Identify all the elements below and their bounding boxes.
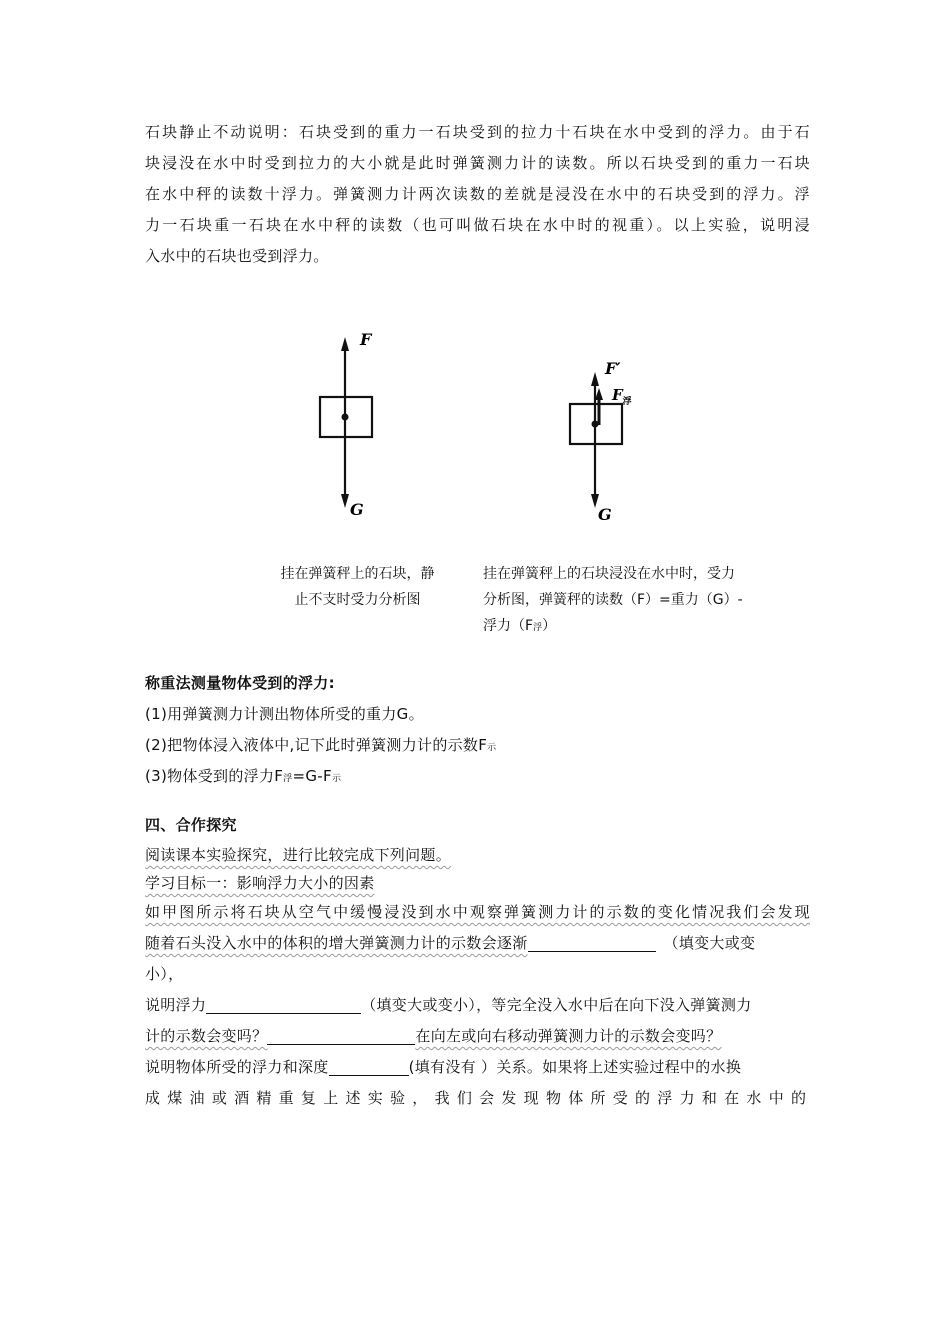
force-label-f-prime: F′ [605, 359, 621, 378]
answer-blank[interactable] [267, 1024, 415, 1045]
force-label-buoyancy: $F_浮$ [612, 386, 632, 407]
method-step: (3)物体受到的浮力F浮=G-F示 [145, 767, 342, 785]
caption-line: 挂在弹簧秤上的石块，静 [280, 566, 435, 582]
question-line: 成煤油或酒精重复上述实验，我们会发现物体所受的浮力和在水中的 [145, 1089, 810, 1107]
force-label-g: G [598, 505, 612, 524]
read-text: 阅读课本实验探究，进行比较完成下列问题。 [145, 846, 452, 864]
caption-line: 止不支时受力分析图 [294, 592, 421, 608]
caption-line: 挂在弹簧秤上的石块浸没在水中时，受力 [483, 566, 735, 582]
force-diagram-static [300, 325, 410, 525]
caption-right [483, 561, 803, 641]
answer-blank[interactable] [329, 1055, 409, 1076]
question-line: 小）， [145, 965, 184, 983]
intro-line: 石块静止不动说明：石块受到的重力一石块受到的拉力十石块在水中受到的浮力。由于石 [145, 123, 810, 141]
intro-line: 块浸没在水中时受到拉力的大小就是此时弹簧测力计的读数。所以石块受到的重力一石块 [145, 154, 810, 172]
question-line: 说明浮力 （填变大或变小），等完全没入水中后在向下没入弹簧测力 [145, 990, 810, 1021]
question-line: 计的示数会变吗？ 在向左或向右移动弹簧测力计的示数会变吗？ [145, 1021, 810, 1052]
method-section [145, 668, 810, 792]
force-diagram-submerged [550, 330, 660, 530]
intro-paragraph [145, 117, 810, 272]
caption-line: 浮力（F浮） [483, 618, 557, 634]
method-step: (1)用弹簧测力计测出物体所受的重力G。 [145, 705, 424, 723]
caption-left [255, 561, 460, 613]
answer-blank[interactable] [206, 993, 361, 1014]
question-line: 随着石头没入水中的体积的增大弹簧测力计的示数会逐渐 （填变大或变 [145, 928, 810, 959]
caption-line: 分析图，弹簧秤的读数（F）=重力（G）- [483, 592, 743, 608]
read-instruction [145, 841, 810, 869]
learning-goal [145, 869, 810, 897]
intro-line: 力一石块重一石块在水中秤的读数（也可叫做石块在水中时的视重）。以上实验，说明浸 [145, 216, 810, 234]
force-label-g: G [350, 500, 364, 519]
force-label-f: F [360, 330, 372, 349]
section-title: 四、合作探究 [145, 816, 237, 834]
question-line: 如甲图所示将石块从空气中缓慢浸没到水中观察弹簧测力计的示数的变化情况我们会发现 [145, 903, 810, 921]
section-cooperative-inquiry [145, 810, 810, 1114]
intro-line: 入水中的石块也受到浮力。 [145, 247, 329, 265]
question-line: 说明物体所受的浮力和深度 (填有没有 ）关系。如果将上述实验过程中的水换 [145, 1052, 810, 1083]
answer-blank[interactable] [528, 931, 656, 952]
method-title: 称重法测量物体受到的浮力: [145, 674, 335, 692]
goal-text: 学习目标一：影响浮力大小的因素 [145, 874, 375, 892]
method-step: (2)把物体浸入液体中,记下此时弹簧测力计的示数F示 [145, 736, 497, 754]
intro-line: 在水中秤的读数十浮力。弹簧测力计两次读数的差就是浸没在水中的石块受到的浮力。浮 [145, 185, 810, 203]
